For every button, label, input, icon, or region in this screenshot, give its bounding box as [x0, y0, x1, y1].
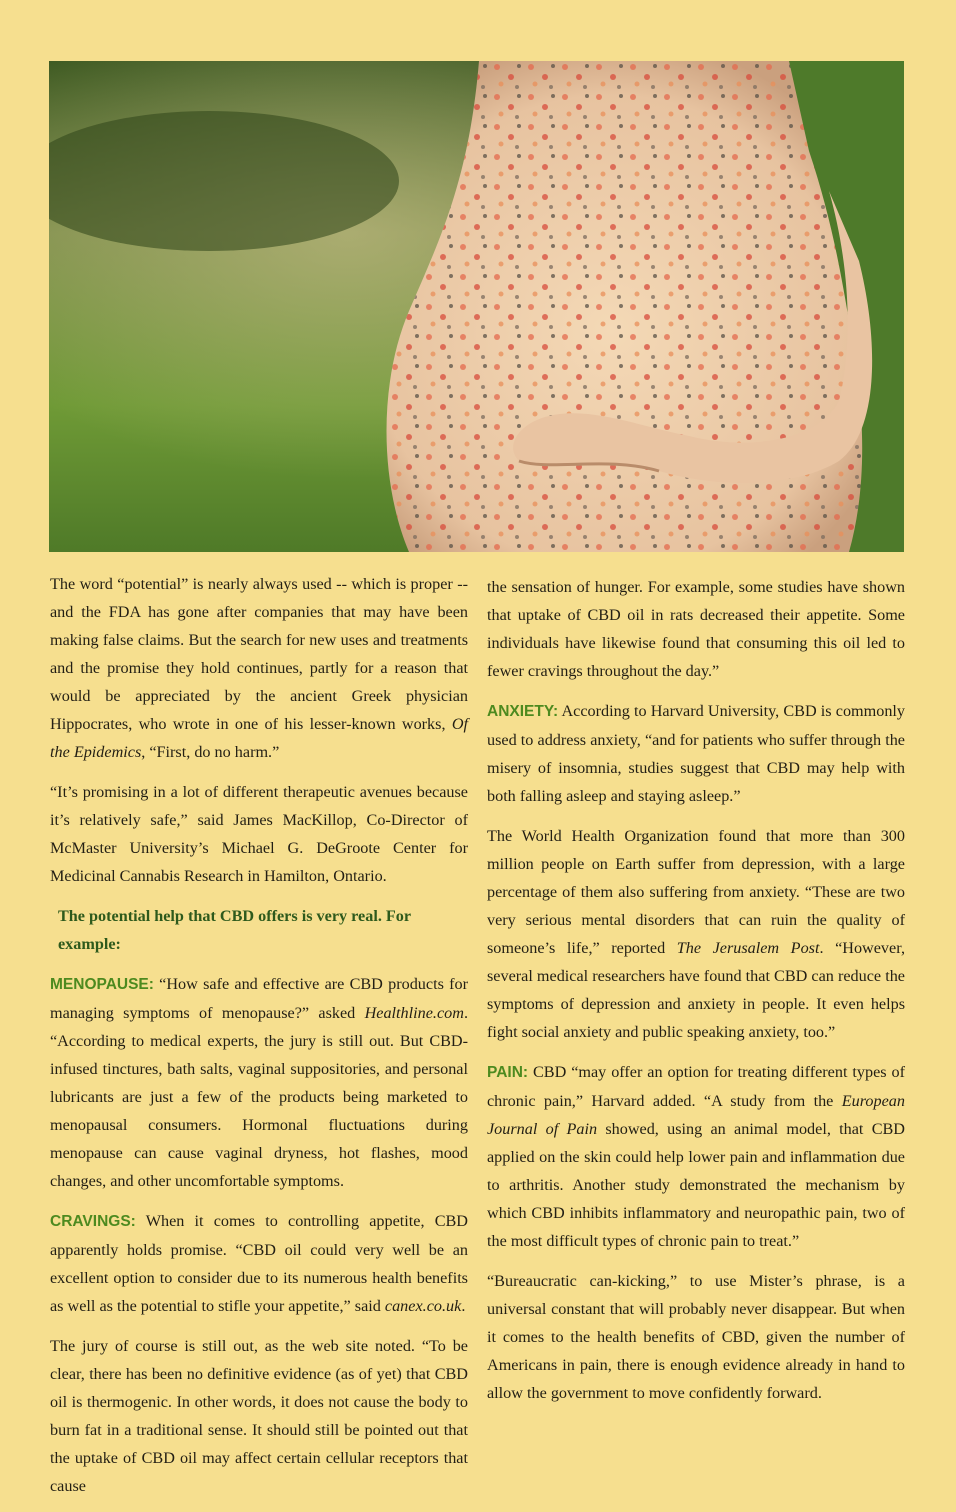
pain-label: PAIN: [487, 1064, 529, 1081]
anxiety-label: ANXIETY: [487, 703, 559, 720]
canex-source: canex.co.uk [384, 1297, 462, 1315]
cravings-paragraph [50, 1207, 468, 1320]
menopause-paragraph [50, 970, 468, 1195]
mackillop-quote: “It’s promising in a lot of different therapeutic avenues because it’s relatively safe,” said James MacKillop, Co-Director of McMaster University’s Michael G. DeGroote Center for Medicinal Cannabis Research in Hamilton, Ontario. [50, 783, 468, 885]
who-text-end: . “However, several medical researchers have found that CBD can reduce the symptoms of depression and anxiety in people. It even helps fight social anxiety and public speaking anxiety, too.” [487, 939, 905, 1041]
intro-paragraph [50, 570, 468, 766]
left-column [50, 570, 468, 1512]
jury-paragraph: The jury of course is still out, as the web site noted. “To be clear, there has been no definitive evidence (as of yet) that CBD oil is thermogenic. In other words, it does not cause the body to burn fat in a traditional sense. It should still be pointed out that the uptake of CBD oil may affect certain cellular receptors that cause [50, 1337, 468, 1495]
jerusalem-post-source: The Jerusalem Post [676, 939, 820, 957]
anxiety-paragraph [487, 697, 905, 810]
who-text: The World Health Organization found that more than 300 million people on Earth suffer from depression, with a large percentage of them also suffering from anxiety. “These are two very serious mental disorders that can ruin the quality of someone’s life,” reported [487, 827, 905, 957]
intro-text-end: , “First, do no harm.” [141, 743, 280, 761]
hunger-paragraph: the sensation of hunger. For example, some studies have shown that uptake of CBD oil in rats decreased their appetite. Some individuals have likewise found that consuming this oil led to fewer cravings throughout the day.” [487, 578, 905, 680]
menopause-text-end: . “According to medical experts, the jury is still out. But CBD-infused tinctures, bath salts, vaginal suppositories, and personal lubricants are just a few of the products being marketed to menopausal consumers. Hormonal fluctuations during menopause can cause vaginal dryness, hot flashes, mood changes, and other uncomfortable symptoms. [50, 1004, 468, 1190]
cravings-text-end: . [461, 1297, 466, 1315]
pain-text-end: showed, using an animal model, that CBD applied on the skin could help lower pain and inflammation due to arthritis. Another study demonstrated the mechanism by which CBD inhibits inflammatory and neuropathic pain, two of the most difficult types of chronic pain to treat.” [487, 1120, 905, 1250]
menopause-label: MENOPAUSE: [50, 976, 154, 993]
journal-source: European Journal of Pain [487, 1092, 905, 1138]
right-column [487, 573, 905, 1419]
healthline-source: Healthline.com [364, 1004, 464, 1022]
menopause-text: “How safe and effective are CBD products for managing symptoms of menopause?” asked [50, 975, 468, 1022]
pain-paragraph [487, 1058, 905, 1255]
lead-heading: The potential help that CBD offers is very real. For example: [58, 907, 411, 953]
cravings-text: When it comes to controlling appetite, CBD apparently holds promise. “CBD oil could very well be an excellent option to consider due to its numerous health benefits as well as the potential to stifle your appetite,” said [50, 1212, 468, 1315]
epidemics-title: Of the Epidemics [50, 715, 468, 761]
who-paragraph [487, 822, 905, 1046]
pain-text: CBD “may offer an option for treating different types of chronic pain,” Harvard added. “A study from the [487, 1063, 905, 1110]
cravings-label: CRAVINGS: [50, 1213, 136, 1230]
closing-paragraph: “Bureaucratic can-kicking,” to use Mister’s phrase, is a universal constant that will probably never disappear. But when it comes to the health benefits of CBD, given the number of Americans in pain, there is enough evidence already in hand to allow the government to move confidently forward. [487, 1272, 905, 1402]
anxiety-text: According to Harvard University, CBD is commonly used to address anxiety, “and for patients who suffer through the misery of insomnia, studies suggest that CBD may help with both falling asleep and staying asleep.” [487, 702, 905, 805]
intro-text: The word “potential” is nearly always used -- which is proper -- and the FDA has gone after companies that may have been making false claims. But the search for new uses and treatments and the promise they hold continues, partly for a reason that would be appreciated by the ancient Greek physician Hippocrates, who wrote in one of his lesser-known works, [50, 575, 468, 733]
photo-illustration [49, 61, 904, 552]
pregnant-woman-photo [49, 61, 904, 552]
